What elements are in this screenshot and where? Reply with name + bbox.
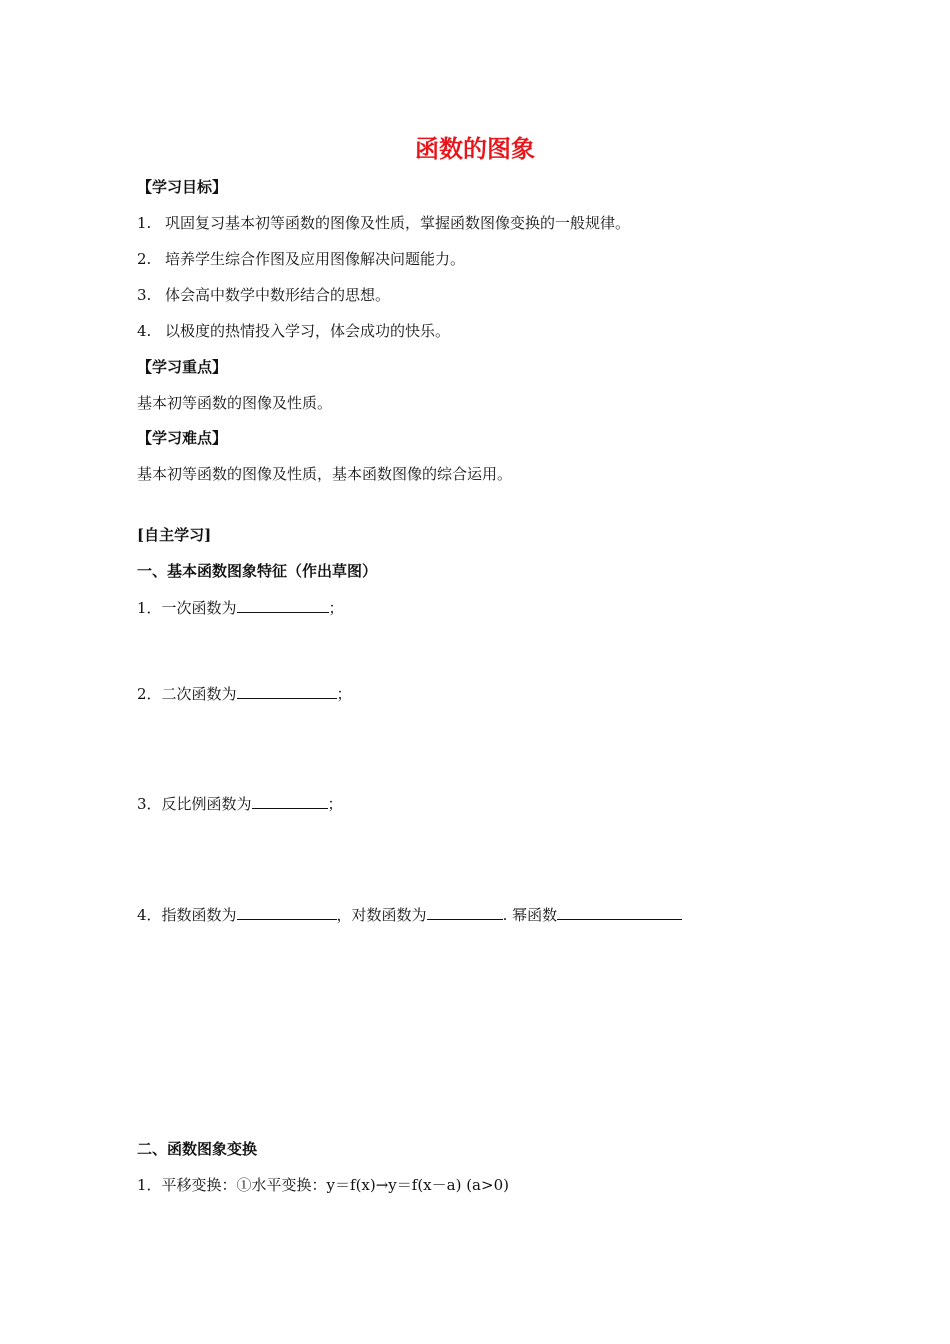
goal-text: 培养学生综合作图及应用图像解决问题能力。 xyxy=(165,250,466,268)
question-end: ； xyxy=(327,795,343,813)
question-end: ； xyxy=(328,599,344,617)
goal-number: 4. xyxy=(137,322,152,340)
goals-heading: 【学习目标】 xyxy=(137,178,228,196)
question-label: 1．一次函数为 xyxy=(137,599,237,617)
question-end: ； xyxy=(336,685,352,703)
difficulties-heading: 【学习难点】 xyxy=(137,429,228,447)
answer-blank[interactable] xyxy=(252,793,328,809)
question-mid-power: . 幂函数 xyxy=(502,906,558,924)
goal-number: 2. xyxy=(137,250,152,268)
question-quadratic-function xyxy=(137,683,352,704)
question-inverse-function xyxy=(137,793,343,814)
answer-blank-exponential[interactable] xyxy=(237,904,337,920)
key-points-text: 基本初等函数的图像及性质。 xyxy=(137,394,333,412)
question-label: 4．指数函数为 xyxy=(137,906,237,924)
question-label: 2．二次函数为 xyxy=(137,685,237,703)
goal-number: 1. xyxy=(137,214,152,232)
question-linear-function xyxy=(137,597,344,618)
goal-item-4 xyxy=(137,321,450,341)
page-title: 函数的图象 xyxy=(415,134,535,163)
goal-text: 体会高中数学中数形结合的思想。 xyxy=(165,286,391,304)
question-label: 3．反比例函数为 xyxy=(137,795,252,813)
answer-blank-power[interactable] xyxy=(557,904,682,920)
goal-item-1 xyxy=(137,213,630,233)
answer-blank[interactable] xyxy=(237,597,329,613)
goal-text: 以极度的热情投入学习，体会成功的快乐。 xyxy=(165,322,451,340)
difficulties-text: 基本初等函数的图像及性质，基本函数图像的综合运用。 xyxy=(137,465,513,483)
key-points-heading: 【学习重点】 xyxy=(137,358,228,376)
self-study-heading: [自主学习] xyxy=(137,526,212,544)
question-exp-log-power xyxy=(137,904,682,925)
section1-heading: 一、基本函数图象特征（作出草图） xyxy=(137,562,378,580)
section2-heading: 二、函数图象变换 xyxy=(137,1140,258,1158)
goal-text: 巩固复习基本初等函数的图像及性质，掌握函数图像变换的一般规律。 xyxy=(165,214,631,232)
goal-item-2 xyxy=(137,249,465,269)
goal-item-3 xyxy=(137,285,390,305)
answer-blank-logarithmic[interactable] xyxy=(427,904,503,920)
goal-number: 3. xyxy=(137,286,152,304)
question-mid-log: ，对数函数为 xyxy=(336,906,427,924)
translation-transform-text: 1．平移变换：①水平变换：y＝f(x)→y＝f(x－a) (a>0) xyxy=(137,1176,509,1194)
answer-blank[interactable] xyxy=(237,683,337,699)
